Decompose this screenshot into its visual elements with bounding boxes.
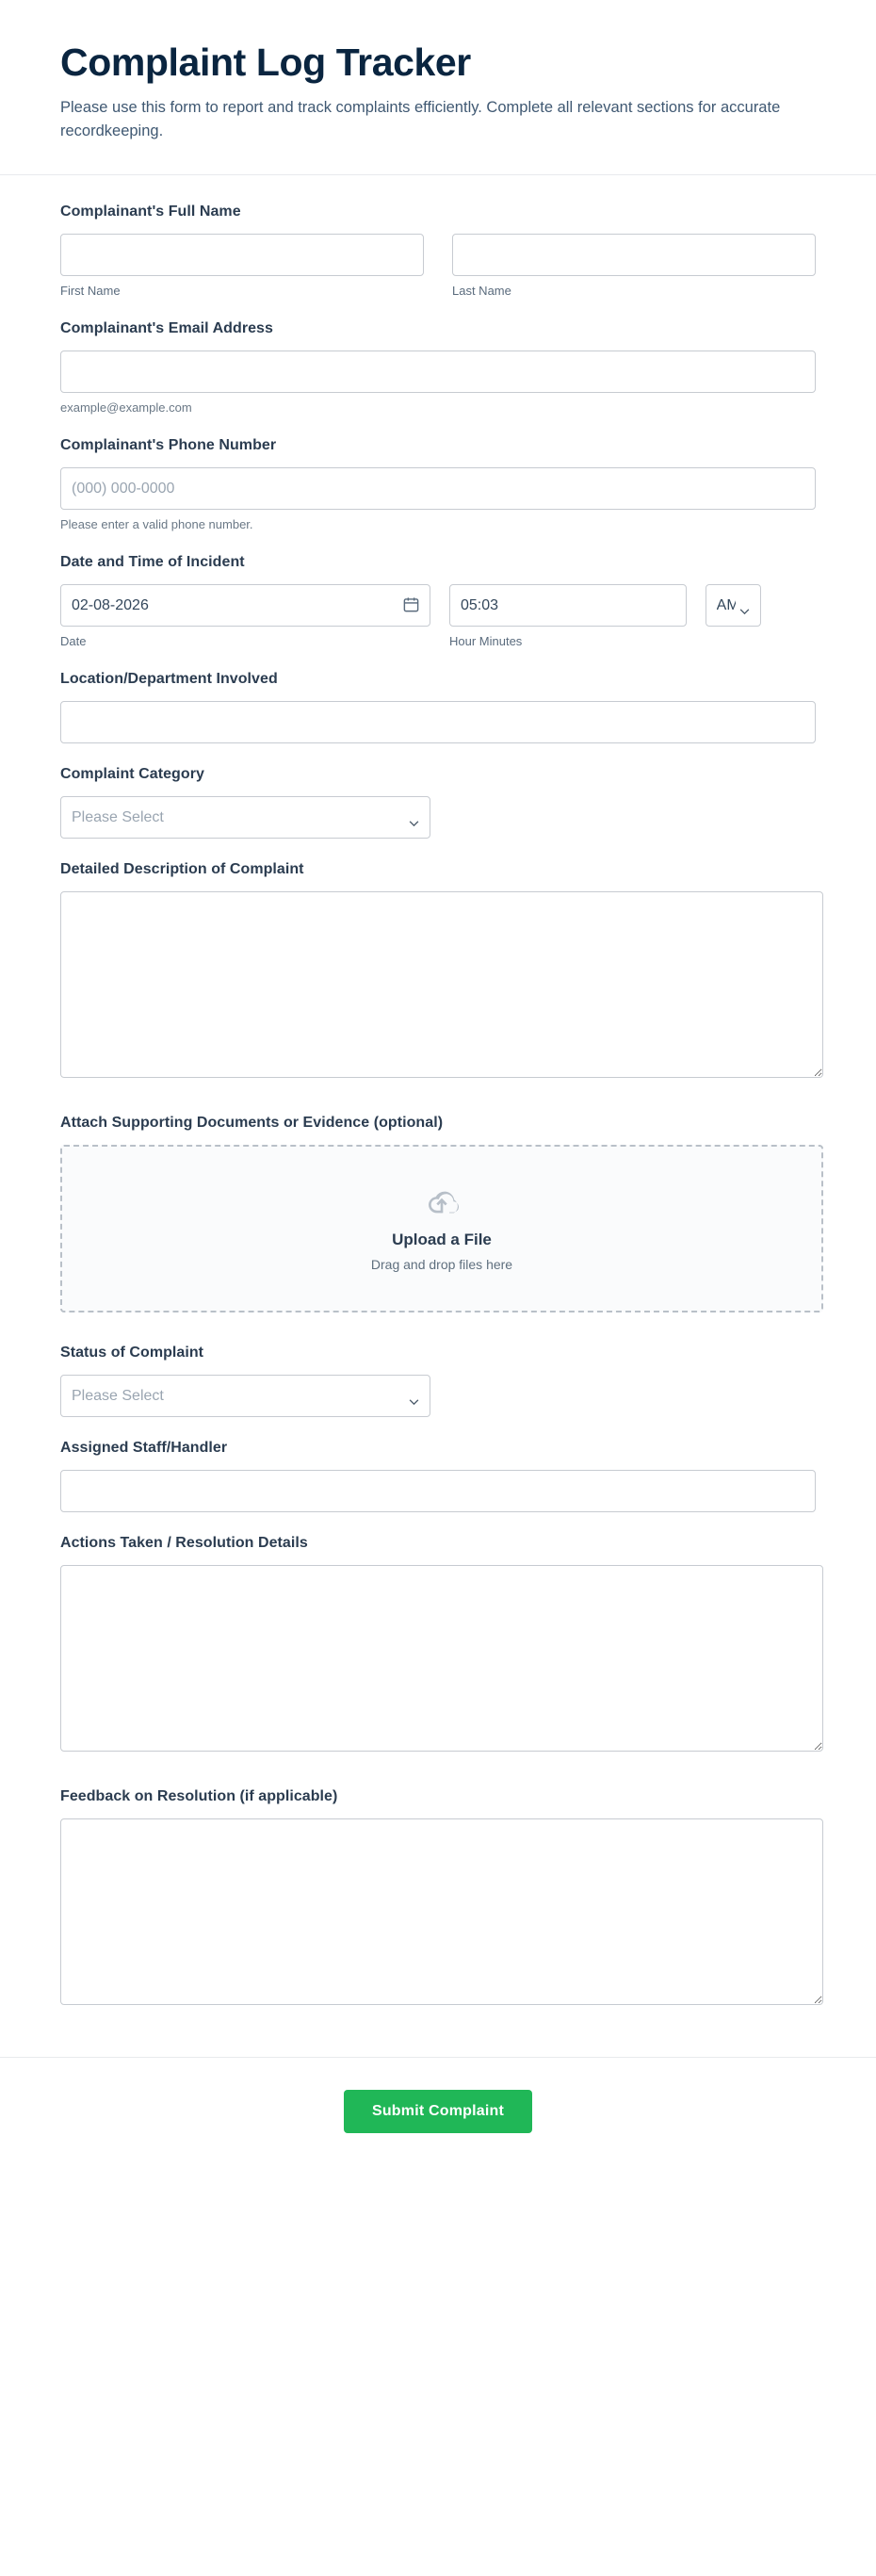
file-upload-dropzone[interactable] bbox=[60, 1145, 823, 1312]
field-complaint-category bbox=[60, 766, 816, 861]
complaint-category-select[interactable] bbox=[60, 796, 430, 839]
status-select[interactable] bbox=[60, 1375, 430, 1417]
complaint-category-label: Complaint Category bbox=[60, 766, 204, 783]
status-label: Status of Complaint bbox=[60, 1345, 204, 1361]
description-textarea[interactable] bbox=[60, 891, 823, 1078]
field-actions-taken bbox=[60, 1535, 816, 1779]
form-header bbox=[0, 0, 876, 175]
feedback-label: Feedback on Resolution (if applicable) bbox=[60, 1788, 338, 1805]
last-name-input[interactable] bbox=[452, 234, 816, 276]
actions-taken-label: Actions Taken / Resolution Details bbox=[60, 1535, 308, 1552]
field-feedback bbox=[60, 1788, 816, 2032]
assigned-staff-label: Assigned Staff/Handler bbox=[60, 1440, 228, 1457]
field-status bbox=[60, 1345, 816, 1440]
actions-taken-textarea[interactable] bbox=[60, 1565, 823, 1752]
form-footer bbox=[0, 2057, 876, 2190]
incident-time-input[interactable] bbox=[449, 584, 687, 627]
field-assigned-staff bbox=[60, 1440, 816, 1535]
first-name-input[interactable] bbox=[60, 234, 424, 276]
upload-subtitle: Drag and drop files here bbox=[370, 1256, 513, 1272]
email-label: Complainant's Email Address bbox=[60, 320, 273, 337]
feedback-textarea[interactable] bbox=[60, 1818, 823, 2005]
page-title: Complaint Log Tracker bbox=[60, 41, 471, 84]
date-sublabel: Date bbox=[60, 634, 87, 649]
cloud-upload-icon bbox=[420, 1186, 463, 1218]
attachments-label: Attach Supporting Documents or Evidence (optional) bbox=[60, 1115, 444, 1132]
ampm-select[interactable] bbox=[706, 584, 761, 627]
email-input[interactable] bbox=[60, 351, 816, 393]
upload-title: Upload a File bbox=[392, 1230, 492, 1248]
submit-complaint-button[interactable]: Submit Complaint bbox=[344, 2090, 532, 2133]
page-subtitle: Please use this form to report and track complaints efficiently. Complete all relevant sections for accurate recordkeeping. bbox=[60, 98, 781, 139]
incident-date-input[interactable] bbox=[60, 584, 430, 627]
field-email bbox=[60, 320, 816, 437]
location-input[interactable] bbox=[60, 701, 816, 743]
phone-label: Complainant's Phone Number bbox=[60, 437, 277, 454]
phone-input[interactable] bbox=[60, 467, 816, 510]
assigned-staff-input[interactable] bbox=[60, 1470, 816, 1512]
form-body bbox=[0, 175, 876, 2032]
last-name-sublabel: Last Name bbox=[452, 284, 511, 299]
description-label: Detailed Description of Complaint bbox=[60, 861, 304, 878]
field-full-name bbox=[60, 204, 816, 320]
field-location bbox=[60, 671, 816, 766]
location-label: Location/Department Involved bbox=[60, 671, 278, 688]
datetime-label: Date and Time of Incident bbox=[60, 554, 245, 571]
phone-hint: Please enter a valid phone number. bbox=[60, 517, 253, 532]
full-name-label: Complainant's Full Name bbox=[60, 204, 241, 220]
field-datetime bbox=[60, 554, 816, 671]
first-name-sublabel: First Name bbox=[60, 284, 121, 299]
time-sublabel: Hour Minutes bbox=[449, 634, 523, 649]
field-description bbox=[60, 861, 816, 1105]
field-attachments bbox=[60, 1115, 816, 1335]
email-hint: example@example.com bbox=[60, 400, 192, 416]
field-phone bbox=[60, 437, 816, 554]
